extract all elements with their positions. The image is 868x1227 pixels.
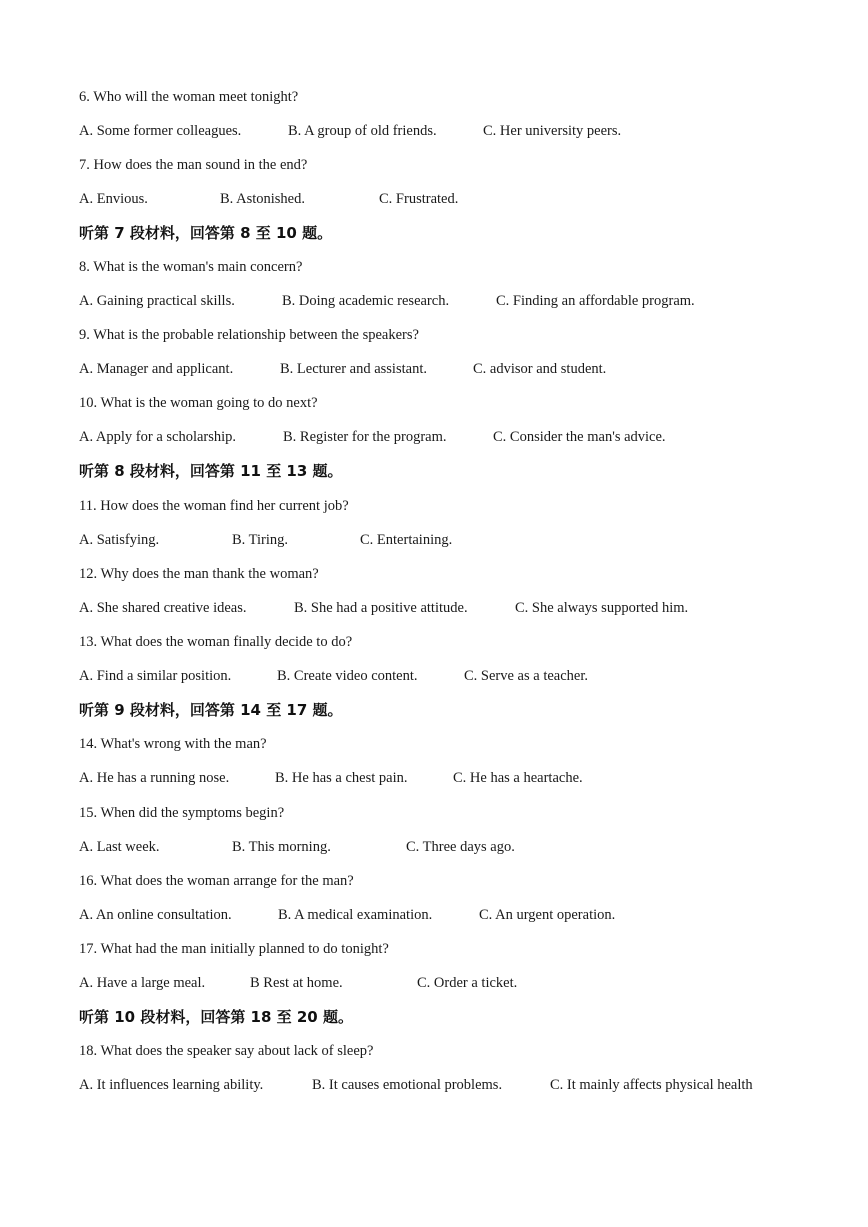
option-c: C. advisor and student.: [473, 361, 607, 377]
option-c: C. It mainly affects physical health: [550, 1077, 753, 1093]
option-a: A. An online consultation.: [79, 907, 232, 923]
question-11: 11. How does the woman find her current job?: [79, 498, 349, 514]
option-b: B. A medical examination.: [278, 907, 433, 923]
option-b: B. She had a positive attitude.: [294, 600, 468, 616]
question-9: 9. What is the probable relationship between the speakers?: [79, 327, 419, 343]
option-c: C. An urgent operation.: [479, 907, 616, 923]
option-b: B. Tiring.: [232, 532, 289, 548]
option-a: A. Manager and applicant.: [79, 361, 234, 377]
option-b: B. It causes emotional problems.: [312, 1077, 503, 1093]
option-a: A. Apply for a scholarship.: [79, 429, 237, 445]
option-a: A. Gaining practical skills.: [79, 293, 235, 309]
option-a: A. It influences learning ability.: [79, 1077, 264, 1093]
question-8: 8. What is the woman's main concern?: [79, 259, 303, 275]
option-a: A. Satisfying.: [79, 532, 160, 548]
option-a: A. He has a running nose.: [79, 770, 230, 786]
option-b: B Rest at home.: [250, 975, 343, 991]
question-12: 12. Why does the man thank the woman?: [79, 566, 319, 582]
option-c: C. Finding an affordable program.: [496, 293, 695, 309]
option-a: A. Some former colleagues.: [79, 123, 242, 139]
option-b: B. Create video content.: [277, 668, 418, 684]
option-a: A. She shared creative ideas.: [79, 600, 247, 616]
option-c: C. Order a ticket.: [417, 975, 518, 991]
option-a: A. Have a large meal.: [79, 975, 206, 991]
option-b: B. Lecturer and assistant.: [280, 361, 427, 377]
option-c: C. Serve as a teacher.: [464, 668, 589, 684]
question-14: 14. What's wrong with the man?: [79, 736, 267, 752]
question-7: 7. How does the man sound in the end?: [79, 157, 308, 173]
option-c: C. She always supported him.: [515, 600, 689, 616]
question-17: 17. What had the man initially planned to do tonight?: [79, 941, 389, 957]
option-c: C. Entertaining.: [360, 532, 453, 548]
option-c: C. Three days ago.: [406, 839, 515, 855]
section-heading-7: 听第 7 段材料，回答第 8 至 10 题。: [79, 224, 333, 242]
option-b: B. Register for the program.: [283, 429, 447, 445]
option-b: B. He has a chest pain.: [275, 770, 408, 786]
question-13: 13. What does the woman finally decide to do?: [79, 634, 353, 650]
option-c: C. Frustrated.: [379, 191, 459, 207]
option-b: B. This morning.: [232, 839, 331, 855]
question-6: 6. Who will the woman meet tonight?: [79, 89, 299, 105]
option-a: A. Find a similar position.: [79, 668, 232, 684]
question-18: 18. What does the speaker say about lack of sleep?: [79, 1043, 374, 1059]
option-c: C. Consider the man's advice.: [493, 429, 666, 445]
option-b: B. A group of old friends.: [288, 123, 437, 139]
option-b: B. Doing academic research.: [282, 293, 450, 309]
option-a: A. Envious.: [79, 191, 148, 207]
question-10: 10. What is the woman going to do next?: [79, 395, 318, 411]
option-c: C. Her university peers.: [483, 123, 622, 139]
question-16: 16. What does the woman arrange for the man?: [79, 873, 354, 889]
section-heading-9: 听第 9 段材料，回答第 14 至 17 题。: [79, 701, 343, 719]
question-15: 15. When did the symptoms begin?: [79, 805, 285, 821]
section-heading-8: 听第 8 段材料，回答第 11 至 13 题。: [79, 462, 343, 480]
option-a: A. Last week.: [79, 839, 160, 855]
option-b: B. Astonished.: [220, 191, 305, 207]
section-heading-10: 听第 10 段材料，回答第 18 至 20 题。: [79, 1008, 353, 1026]
option-c: C. He has a heartache.: [453, 770, 583, 786]
